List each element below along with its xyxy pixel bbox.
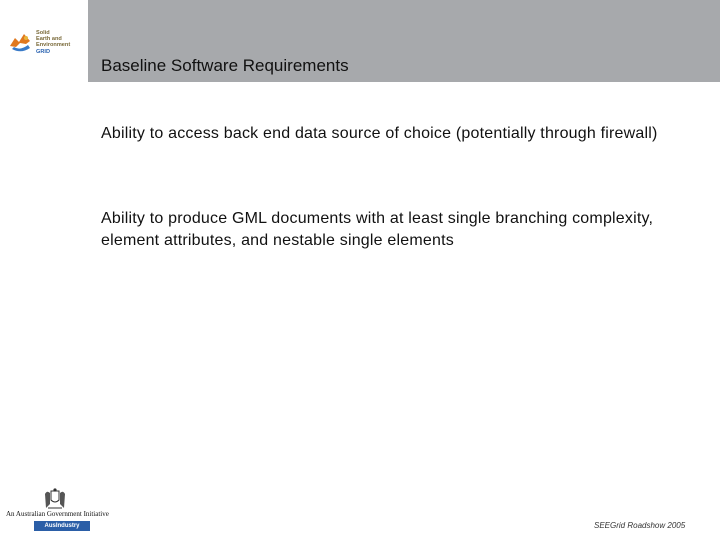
logo-line-4: GRID [36,48,50,55]
bullet-point: Ability to produce GML documents with at least single branching complexity, element attributes, and nestable single elements [101,210,654,249]
header-bar [88,0,720,82]
government-initiative-text: An Australian Government Initiative [6,510,109,518]
australian-government-logo [6,488,110,534]
seegrid-logo [8,30,88,60]
coat-of-arms-icon [42,488,68,510]
slide-title: Baseline Software Requirements [101,56,349,75]
bullet-point: Ability to access back end data source of choice (potentially through firewall) [101,125,658,142]
seegrid-logo-text [36,30,90,55]
logo-line-3: Environment [36,42,71,49]
top-left-panel [0,0,88,82]
ausindustry-badge: AusIndustry [34,521,90,531]
seegrid-logo-mark [8,32,34,54]
footer-text: SEEGrid Roadshow 2005 [594,521,686,530]
logo-line-1: Solid [36,30,50,36]
logo-line-2: Earth and [36,36,62,43]
